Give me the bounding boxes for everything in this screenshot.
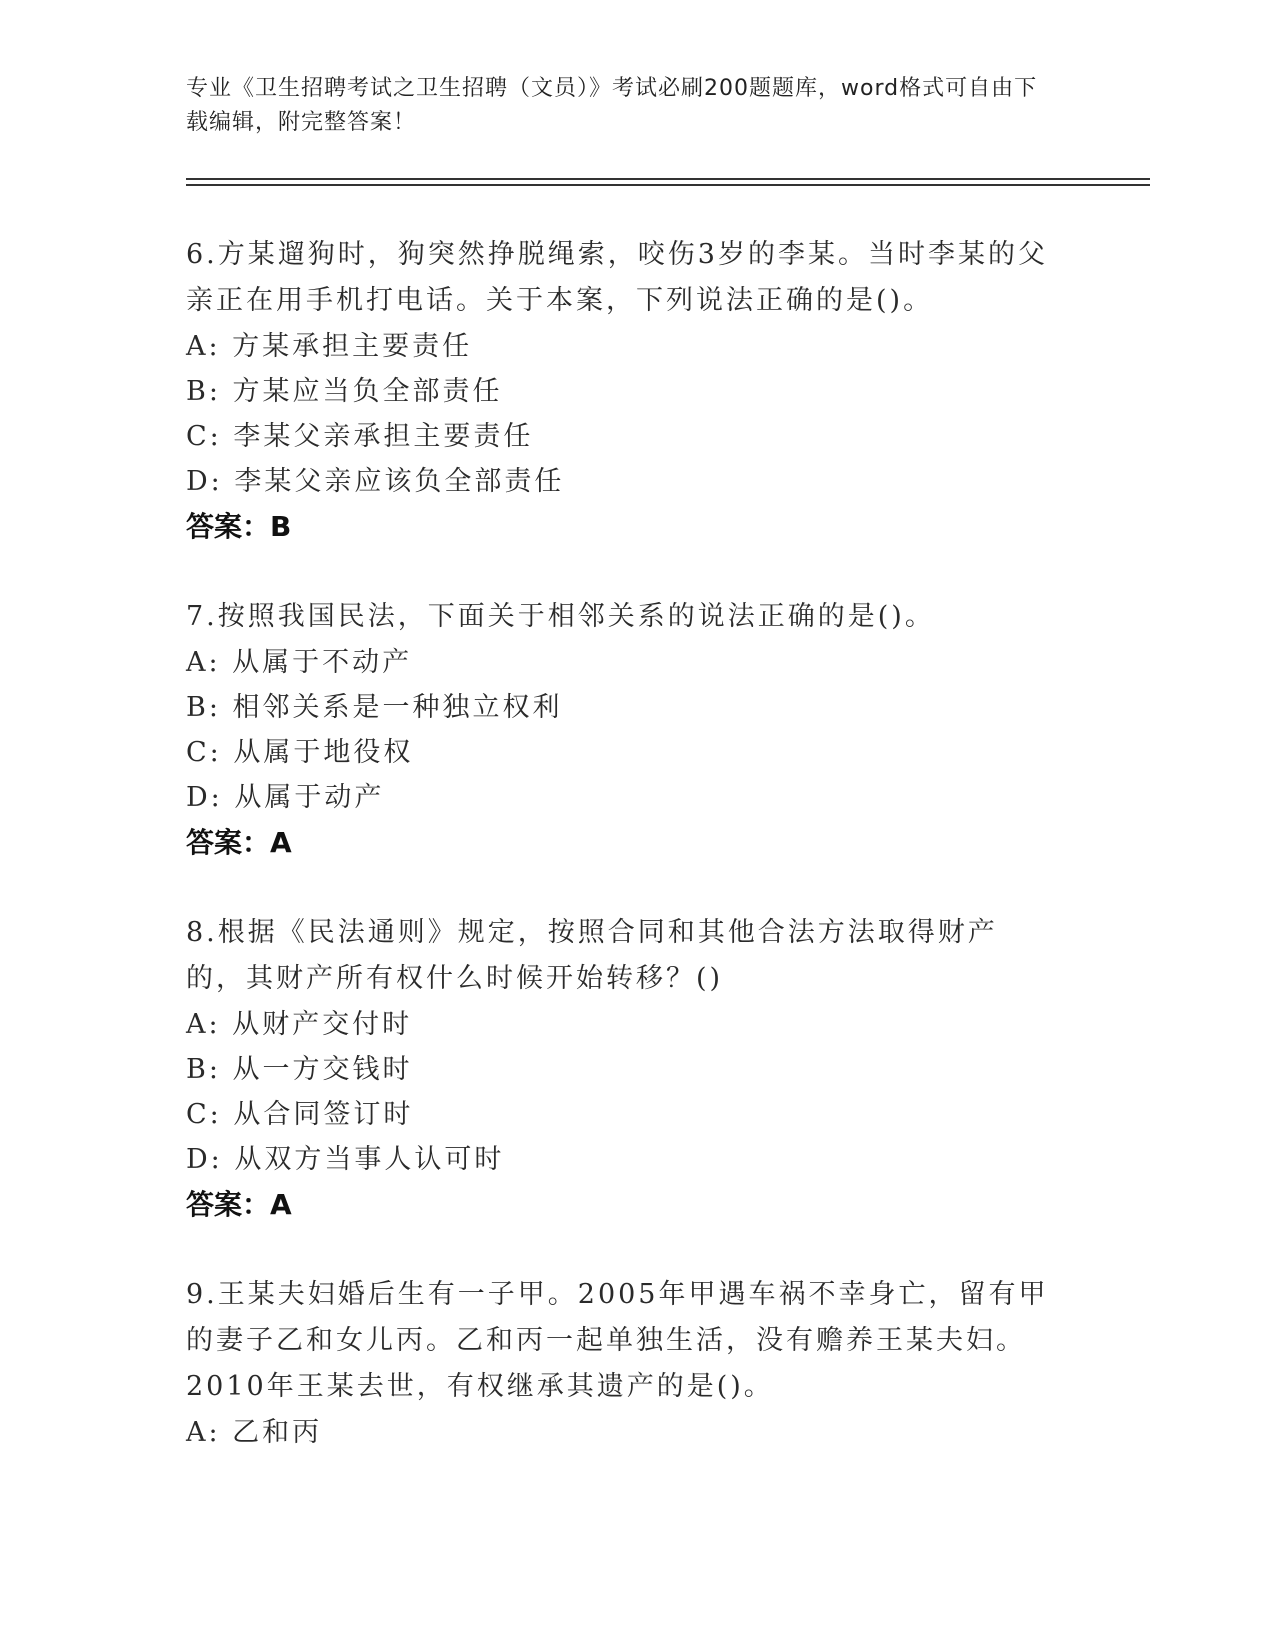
question-text: 6.方某遛狗时，狗突然挣脱绳索，咬伤3岁的李某。当时李某的父亲正在用手机打电话。关于本案，下列说法正确的是()。 xyxy=(186,239,1048,316)
option-b: B: 从一方交钱时 xyxy=(186,1054,413,1085)
question-7 xyxy=(186,594,1056,866)
question-6 xyxy=(186,232,1056,550)
option-a: A: 方某承担主要责任 xyxy=(186,331,473,362)
option-c: C: 从属于地役权 xyxy=(186,737,414,768)
option-b: B: 相邻关系是一种独立权利 xyxy=(186,692,563,723)
question-list xyxy=(186,232,1056,1499)
document-header: 专业《卫生招聘考试之卫生招聘（文员）》考试必刷200题题库，word格式可自由下载编辑，附完整答案！ xyxy=(186,76,1038,135)
option-a: A: 从属于不动产 xyxy=(186,647,413,678)
option-a: A: 乙和丙 xyxy=(186,1417,323,1448)
option-a: A: 从财产交付时 xyxy=(186,1009,413,1040)
question-text: 7.按照我国民法，下面关于相邻关系的说法正确的是()。 xyxy=(186,601,935,632)
question-8 xyxy=(186,910,1056,1228)
option-d: D: 从双方当事人认可时 xyxy=(186,1144,505,1175)
answer-label: 答案：B xyxy=(186,510,292,543)
question-9 xyxy=(186,1272,1056,1455)
answer-label: 答案：A xyxy=(186,826,292,859)
question-text: 8.根据《民法通则》规定，按照合同和其他合法方法取得财产的，其财产所有权什么时候开始转移？() xyxy=(186,917,998,994)
option-b: B: 方某应当负全部责任 xyxy=(186,376,503,407)
option-d: D: 李某父亲应该负全部责任 xyxy=(186,466,565,497)
answer-label: 答案：A xyxy=(186,1188,292,1221)
question-text: 9.王某夫妇婚后生有一子甲。2005年甲遇车祸不幸身亡，留有甲的妻子乙和女儿丙。乙和丙一起单独生活，没有赡养王某夫妇。2010年王某去世，有权继承其遗产的是()。 xyxy=(186,1279,1049,1402)
header-divider-bottom xyxy=(186,184,1150,186)
header-divider-top xyxy=(186,178,1150,180)
option-c: C: 李某父亲承担主要责任 xyxy=(186,421,534,452)
option-c: C: 从合同签订时 xyxy=(186,1099,414,1130)
option-d: D: 从属于动产 xyxy=(186,782,385,813)
